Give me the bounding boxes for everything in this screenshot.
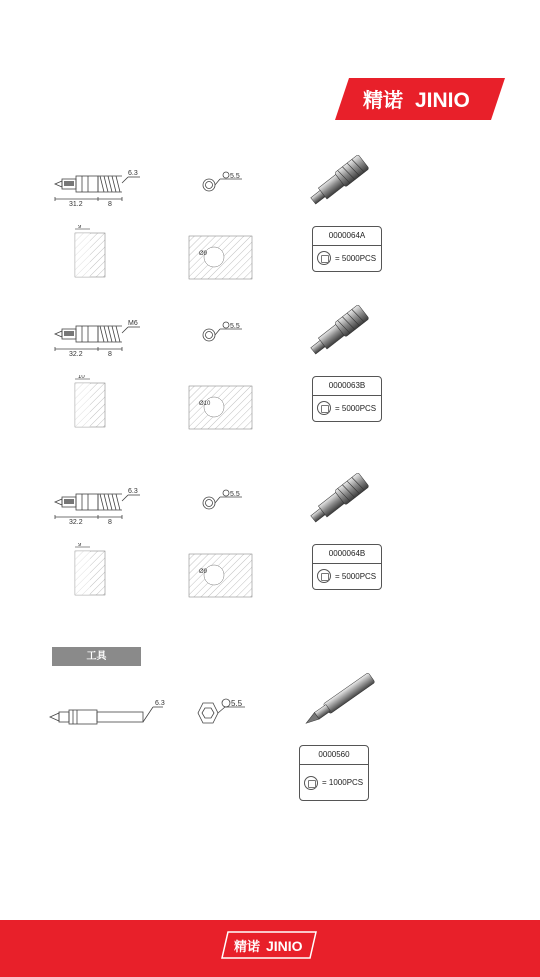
- nut-size-label: 5.5: [230, 323, 240, 330]
- drill-depth-drawing: [70, 543, 110, 602]
- hex-socket-drawing: [193, 695, 263, 739]
- screwdriver-bit-drawing: [45, 697, 175, 737]
- hole-drawing: [188, 553, 253, 602]
- drill-depth-label: 10: [78, 375, 85, 380]
- nut-drawing: [200, 170, 250, 200]
- product-code-box: [312, 376, 382, 422]
- connector-photo: [300, 468, 380, 532]
- brand-en: JINIO: [415, 89, 470, 112]
- diameter-label: M6: [128, 320, 138, 327]
- connector-photo: [300, 300, 380, 364]
- tool-code-box: [299, 745, 369, 801]
- drill-depth-label: 9: [78, 543, 82, 548]
- product-code-box: [312, 226, 382, 272]
- length-label: 32.2: [69, 519, 83, 525]
- connector-drawing: [52, 483, 147, 529]
- footer-brand-cn: 精诺: [234, 940, 261, 955]
- head-length-label: 8: [108, 519, 112, 525]
- tool-product-code: 0000560: [300, 746, 368, 765]
- diameter-label: 6.3: [128, 170, 138, 177]
- package-qty: = 5000PCS: [335, 404, 377, 413]
- connector-photo: [300, 150, 380, 214]
- hole-diameter-label: Ø9: [199, 569, 208, 575]
- tool-package-qty: = 1000PCS: [322, 778, 364, 787]
- head-length-label: 8: [108, 201, 112, 207]
- package-icon: [317, 251, 331, 265]
- nut-size-label: 5.5: [230, 491, 240, 498]
- hole-diameter-label: Ø10: [199, 401, 211, 407]
- product-code-box: [312, 544, 382, 590]
- package-icon: [304, 776, 318, 790]
- product-code: 0000063B: [313, 377, 381, 396]
- drill-depth-label: 9: [78, 225, 82, 230]
- diameter-label: 6.3: [128, 488, 138, 495]
- nut-size-label: 5.5: [230, 173, 240, 180]
- product-code: 0000064B: [313, 545, 381, 564]
- screwdriver-bit-photo: [295, 672, 385, 736]
- hole-diameter-label: Ø9: [199, 251, 208, 257]
- footer-brand-en: JINIO: [266, 938, 303, 954]
- tool-nut-size-label: 5.5: [231, 699, 243, 708]
- drill-depth-drawing: [70, 375, 110, 434]
- connector-drawing: [52, 165, 147, 211]
- hole-drawing: [188, 385, 253, 434]
- hole-drawing: [188, 235, 253, 284]
- nut-drawing: [200, 320, 250, 350]
- nut-drawing: [200, 488, 250, 518]
- section-title-tools: 工具: [52, 647, 141, 666]
- package-icon: [317, 569, 331, 583]
- package-qty: = 5000PCS: [335, 254, 377, 263]
- product-code: 0000064A: [313, 227, 381, 246]
- head-length-label: 8: [108, 351, 112, 357]
- connector-drawing: [52, 315, 147, 361]
- length-label: 31.2: [69, 201, 83, 207]
- package-icon: [317, 401, 331, 415]
- length-label: 32.2: [69, 351, 83, 357]
- brand-logo: [335, 78, 505, 120]
- package-qty: = 5000PCS: [335, 572, 377, 581]
- footer-logo: [220, 930, 320, 960]
- footer-bar: [0, 920, 540, 977]
- drill-depth-drawing: [70, 225, 110, 284]
- brand-cn: 精诺: [363, 88, 403, 112]
- bit-size-label: 6.3: [155, 700, 165, 707]
